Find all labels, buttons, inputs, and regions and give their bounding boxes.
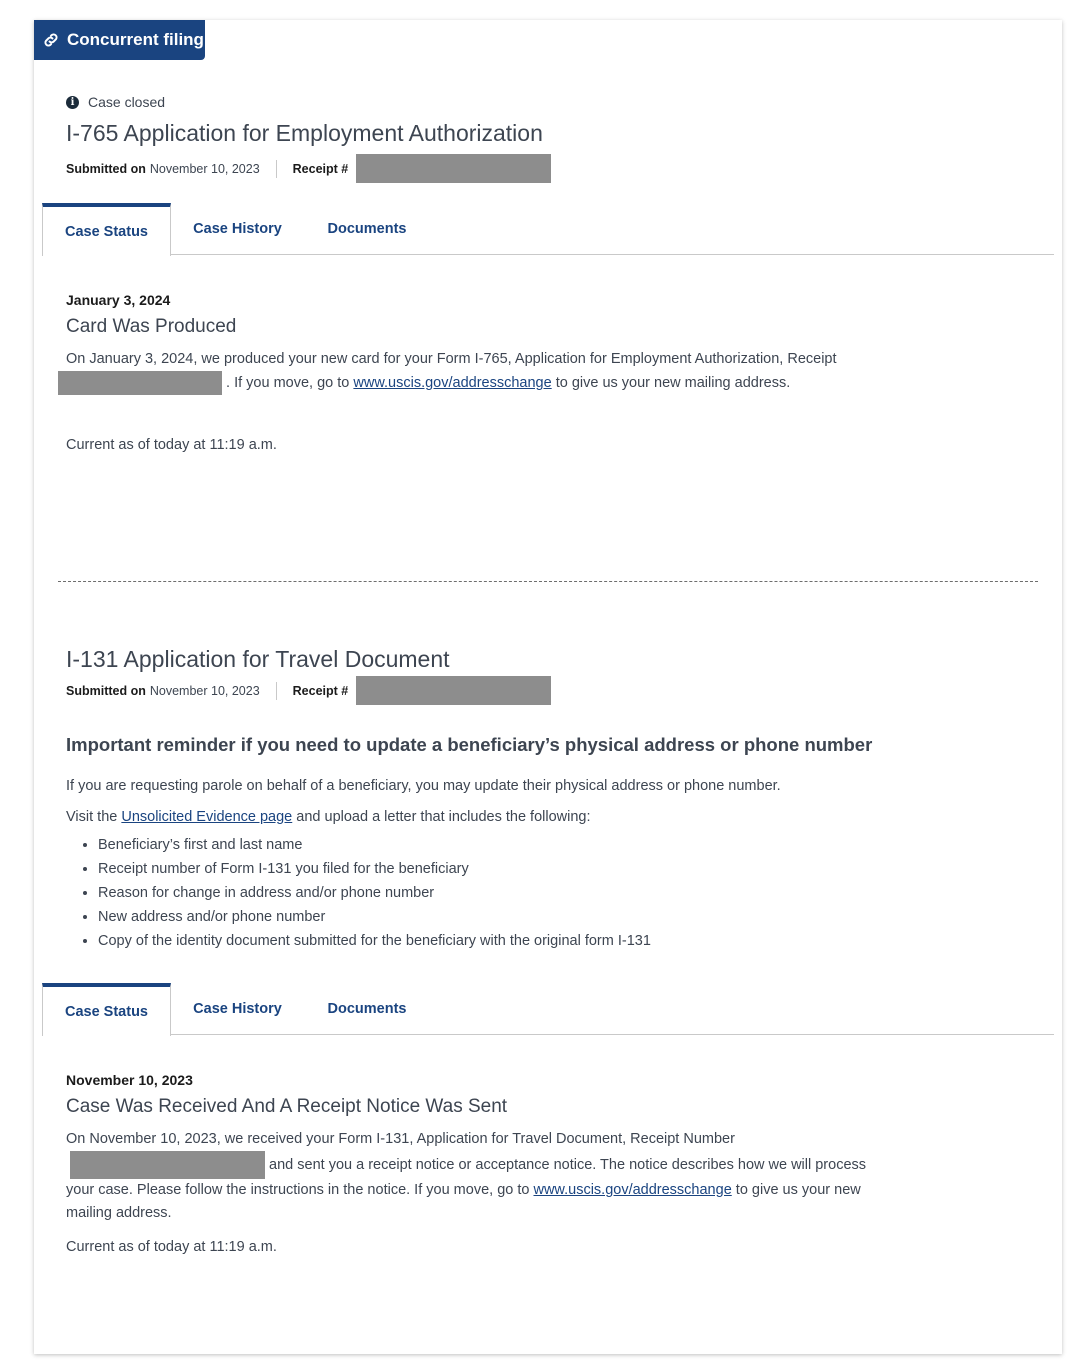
meta-separator	[276, 682, 277, 700]
list-item: • Receipt number of Form I-131 you filed for the beneficiary	[98, 857, 651, 881]
info-icon: i	[66, 96, 79, 109]
submission-meta-i131	[66, 676, 551, 705]
redacted-receipt-number	[70, 1151, 265, 1179]
status-text-1: On January 3, 2024, we produced your new card for your Form I-765, Application for Employment Authorization, Receipt	[66, 351, 837, 367]
redacted-receipt-number	[58, 371, 222, 395]
concurrent-filing-badge	[34, 20, 205, 60]
status-title: Case Was Received And A Receipt Notice Was Sent	[66, 1096, 508, 1117]
reminder-instructions	[66, 806, 966, 829]
status-text-1: On November 10, 2023, we received your Form I-131, Application for Travel Document, Receipt Number	[66, 1131, 735, 1147]
submission-meta-i765	[66, 154, 551, 183]
status-date: November 10, 2023	[66, 1072, 193, 1088]
submitted-label: Submitted on	[66, 161, 146, 176]
link-icon	[42, 31, 60, 49]
tab-case-status[interactable]: Case Status	[42, 203, 171, 256]
reminder-paragraph: If you are requesting parole on behalf of a beneficiary, you may update their physical address or phone number.	[66, 778, 781, 794]
status-title: Card Was Produced	[66, 316, 237, 337]
application-title-i765: I-765 Application for Employment Authorization	[66, 120, 543, 146]
address-change-link[interactable]: www.uscis.gov/addresschange	[533, 1182, 732, 1198]
redacted-receipt-number	[356, 676, 551, 705]
status-text-3: to give us your new mailing address.	[555, 374, 791, 391]
status-description	[66, 348, 886, 395]
status-text-2: and sent you a receipt notice or acceptance notice. The notice describes how we will process your case. Please follow the instructions in the notice. If you move, go to	[66, 1156, 867, 1198]
tab-documents[interactable]: Documents	[327, 1001, 407, 1017]
case-tabs-i131	[42, 983, 1054, 1035]
redacted-receipt-number	[356, 154, 551, 183]
status-description	[66, 1128, 886, 1225]
reminder-bullet-list	[66, 833, 651, 953]
reminder-heading: Important reminder if you need to update a beneficiary’s physical address or phone number	[66, 734, 873, 755]
list-item: • Reason for change in address and/or phone number	[98, 881, 651, 905]
tab-case-status[interactable]: Case Status	[42, 983, 171, 1036]
status-date: January 3, 2024	[66, 292, 171, 308]
unsolicited-evidence-link[interactable]: Unsolicited Evidence page	[121, 809, 293, 825]
tab-documents[interactable]: Documents	[327, 221, 407, 237]
list-item: • New address and/or phone number	[98, 905, 651, 929]
case-closed-label: Case closed	[88, 94, 166, 110]
address-change-link[interactable]: www.uscis.gov/addresschange	[353, 374, 552, 391]
tab-case-history[interactable]: Case History	[193, 1001, 282, 1017]
submitted-date: November 10, 2023	[149, 161, 260, 176]
case-status-note	[66, 94, 165, 110]
status-text-3: to give us your new mailing address.	[66, 1182, 861, 1221]
submitted-label: Submitted on	[66, 683, 146, 698]
reminder-text-pre: Visit the	[66, 809, 118, 825]
submitted-date: November 10, 2023	[149, 683, 260, 698]
meta-separator	[276, 160, 277, 178]
badge-label: Concurrent filing	[67, 30, 204, 49]
application-title-i131: I-131 Application for Travel Document	[66, 646, 450, 672]
receipt-label: Receipt #	[292, 683, 349, 698]
list-item: • Beneficiary’s first and last name	[98, 833, 651, 857]
receipt-label: Receipt #	[292, 161, 349, 176]
current-as-of: Current as of today at 11:19 a.m.	[66, 1239, 277, 1255]
reminder-text-post: and upload a letter that includes the following:	[296, 809, 591, 825]
case-divider	[58, 581, 1038, 582]
current-as-of: Current as of today at 11:19 a.m.	[66, 437, 277, 453]
case-tabs-i765	[42, 203, 1054, 255]
tab-case-history[interactable]: Case History	[193, 221, 282, 237]
status-text-2: . If you move, go to	[226, 374, 350, 391]
list-item: • Copy of the identity document submitted for the beneficiary with the original form I-131	[98, 929, 651, 953]
case-card	[34, 20, 1062, 1354]
